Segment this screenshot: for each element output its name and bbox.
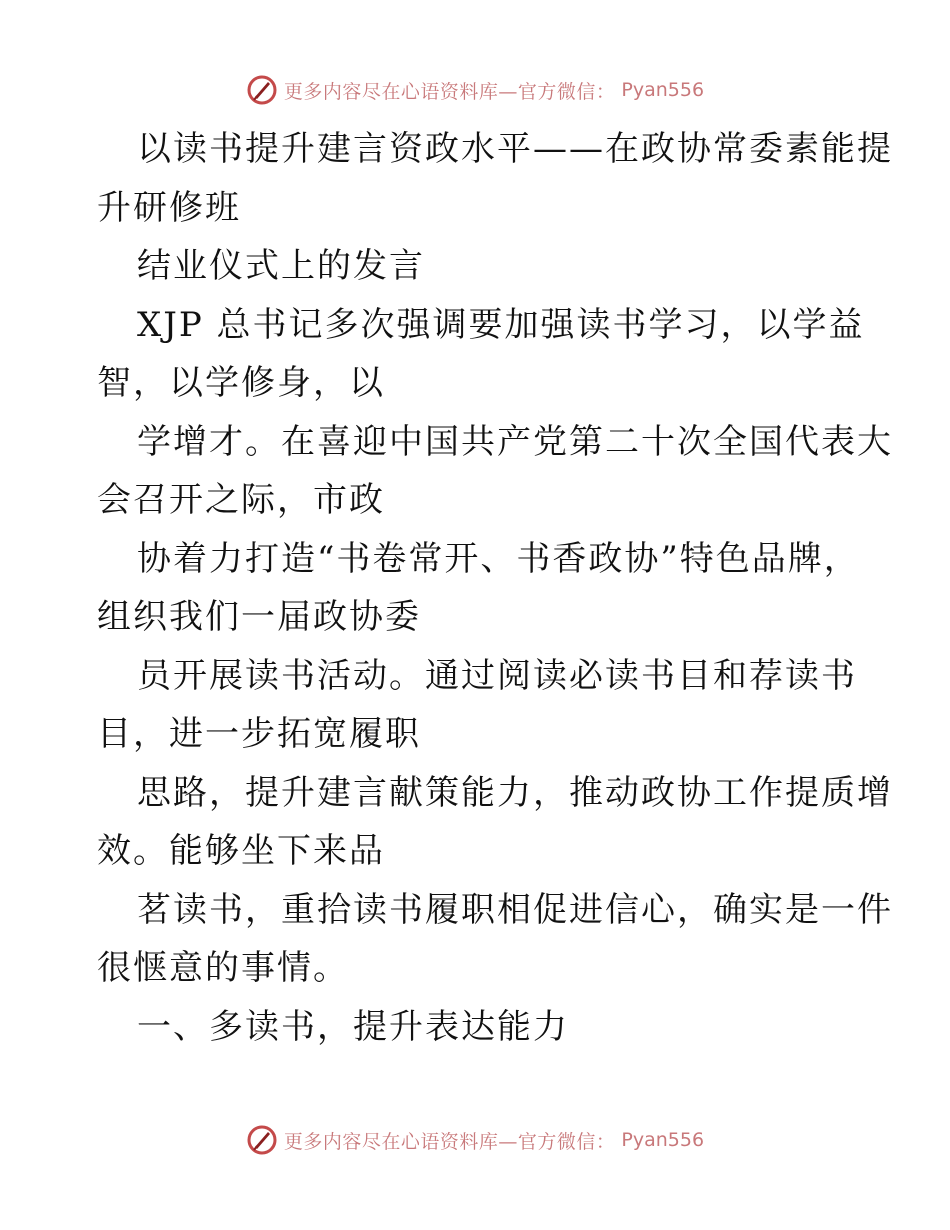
- paragraph-line: 很惬意的事情。: [97, 948, 349, 988]
- header-banner: [0, 70, 950, 110]
- document-subtitle: 结业仪式上的发言: [137, 246, 425, 286]
- paragraph-line: 协着力打造“书卷常开、书香政协”特色品牌，: [137, 538, 860, 579]
- paragraph-line: 学增才。在喜迎中国共产党第二十次全国代表大: [137, 421, 893, 462]
- banner-wechat-id: Pyan556: [621, 1129, 705, 1151]
- feather-pen-logo-icon: [246, 74, 278, 106]
- paragraph-line: 思路，提升建言献策能力，推动政协工作提质增: [137, 772, 893, 813]
- paragraph-line: XJP 总书记多次强调要加强读书学习，以学益: [137, 304, 865, 345]
- banner-text: 更多内容尽在心语资料库—官方微信：: [283, 80, 616, 103]
- paragraph-line: 茗读书，重拾读书履职相促进信心，确实是一件: [137, 889, 893, 930]
- paragraph-line: 效。能够坐下来品: [97, 831, 385, 871]
- paragraph-line: 员开展读书活动。通过阅读必读书目和荐读书: [137, 655, 857, 696]
- footer-banner: [0, 1120, 950, 1160]
- paragraph-line: 目，进一步拓宽履职: [97, 714, 421, 754]
- banner-wechat-id: Pyan556: [621, 79, 705, 101]
- document-title-line-2: 升研修班: [97, 187, 241, 228]
- feather-pen-logo-icon: [246, 1124, 278, 1156]
- paragraph-line: 会召开之际，市政: [97, 480, 385, 520]
- section-heading: 一、多读书，提升表达能力: [137, 1006, 569, 1047]
- document-body: [97, 120, 893, 1056]
- document-title-line-1: 以读书提升建言资政水平——在政协常委素能提: [137, 129, 893, 169]
- banner-text: 更多内容尽在心语资料库—官方微信：: [283, 1130, 616, 1153]
- paragraph-line: 智，以学修身，以: [97, 363, 385, 403]
- paragraph-line: 组织我们一届政协委: [97, 597, 421, 637]
